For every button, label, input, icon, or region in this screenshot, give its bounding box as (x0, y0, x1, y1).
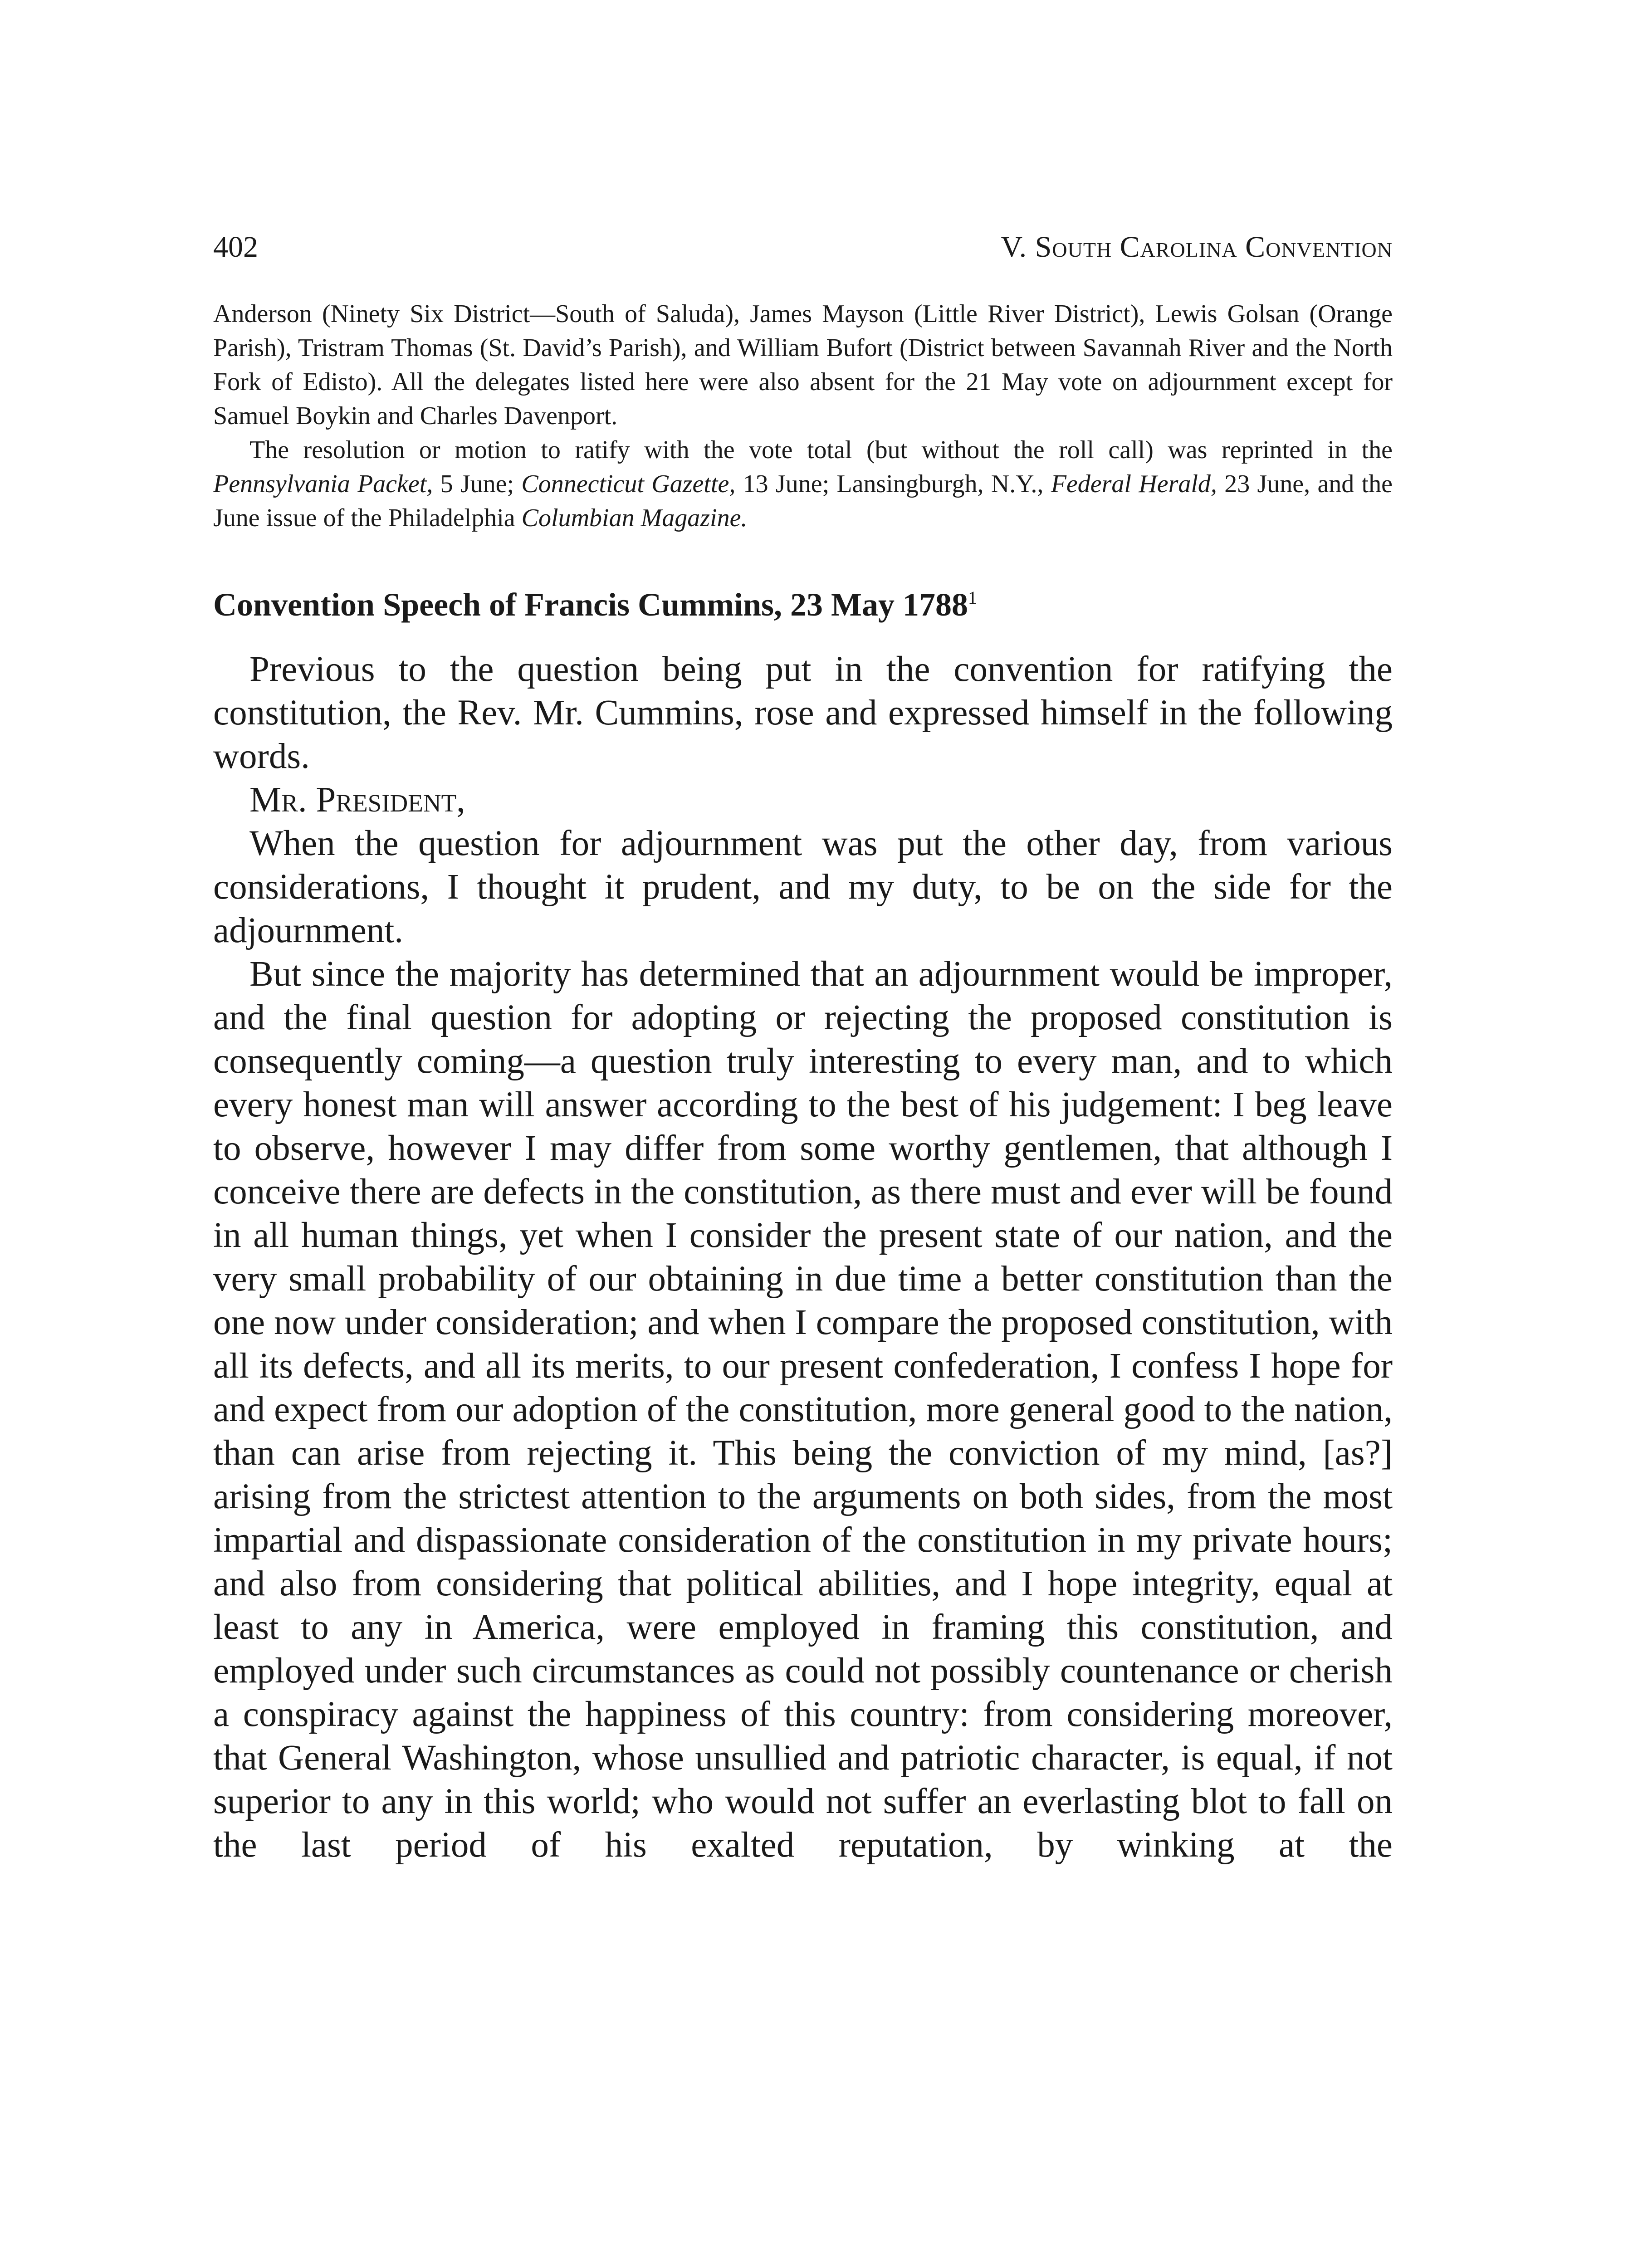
note-text: The resolution or motion to ratify with the vote total (but without the roll call) was reprinted in the (249, 436, 1393, 464)
speech-paragraph-1: When the question for adjournment was put the other day, from various considerations, I thought it prudent, and my duty, to be on the side for the adjournment. (213, 824, 1393, 950)
document-page (213, 229, 1393, 1867)
speech-intro-paragraph: Previous to the question being put in the convention for ratifying the constitution, the Rev. Mr. Cummins, rose and expressed himself in the following words. (213, 650, 1393, 776)
speech-paragraph-2: But since the majority has determined that an adjournment would be improper, and the final question for adopting or rejecting the proposed constitution is consequently coming—a question truly interesting to every man, and to which every honest man will answer according to the best of his judgement: I beg leave to observe, however I may differ from some worthy gentlemen, that although I conceive there are defects in the constitution, as there must and ever will be found in all human things, yet when I consider the present state of our nation, and the very small probability of our obtaining in due time a better constitution than the one now under consideration; and when I compare the proposed constitution, with all its defects, and all its merits, to our present confederation, I confess I hope for and expect from our adoption of the constitution, more general good to the nation, than can arise from rejecting it. This being the conviction of my mind, [as?] arising from the strictest attention to the arguments on both sides, from the most impartial and dispassionate consideration of the constitution in my private hours; and also from considering that political abilities, and I hope integrity, equal at least to any in America, were employed in framing this constitution, and employed under such circumstances as could not possibly countenance or cherish a conspiracy against the happiness of this country: from considering moreover, that General Washington, whose unsullied and patriotic character, is equal, if not superior to any in this world; who would not suffer an everlasting blot to fall on the last period of his exalted reputation, by winking at the (213, 954, 1393, 1865)
magazine-title: Columbian Magazine. (521, 504, 748, 532)
running-head (213, 229, 1393, 265)
note-text: 5 June; (433, 470, 522, 498)
newspaper-title: Pennsylvania Packet, (213, 470, 433, 498)
section-heading (213, 584, 1393, 625)
note-text: 23 June, and the June issue of the Philadelphia (213, 470, 1393, 532)
newspaper-title: Federal Herald, (1051, 470, 1217, 498)
page-number: 402 (213, 230, 258, 264)
speech-salutation: Mr. President, (249, 780, 465, 820)
note-paragraph-delegates: Anderson (Ninety Six District—South of Saluda), James Mayson (Little River District), Lewis Golsan (Orange Parish), Tristram Thomas (St. David’s Parish), and William Bufort (District between Savannah River and the North Fork of Edisto). All the delegates listed here were also absent for the 21 May vote on adjournment except for Samuel Boykin and Charles Davenport. (213, 300, 1393, 430)
speech-body (213, 648, 1393, 1867)
section-heading-text: Convention Speech of Francis Cummins, 23 May 1788 (213, 587, 968, 623)
note-paragraph-reprints (213, 433, 1393, 535)
running-title: V. South Carolina Convention (1001, 230, 1393, 264)
footnote-marker: 1 (968, 587, 978, 608)
editorial-notes (213, 297, 1393, 535)
note-text: 13 June; Lansingburgh, N.Y., (735, 470, 1051, 498)
newspaper-title: Connecticut Gazette, (521, 470, 736, 498)
